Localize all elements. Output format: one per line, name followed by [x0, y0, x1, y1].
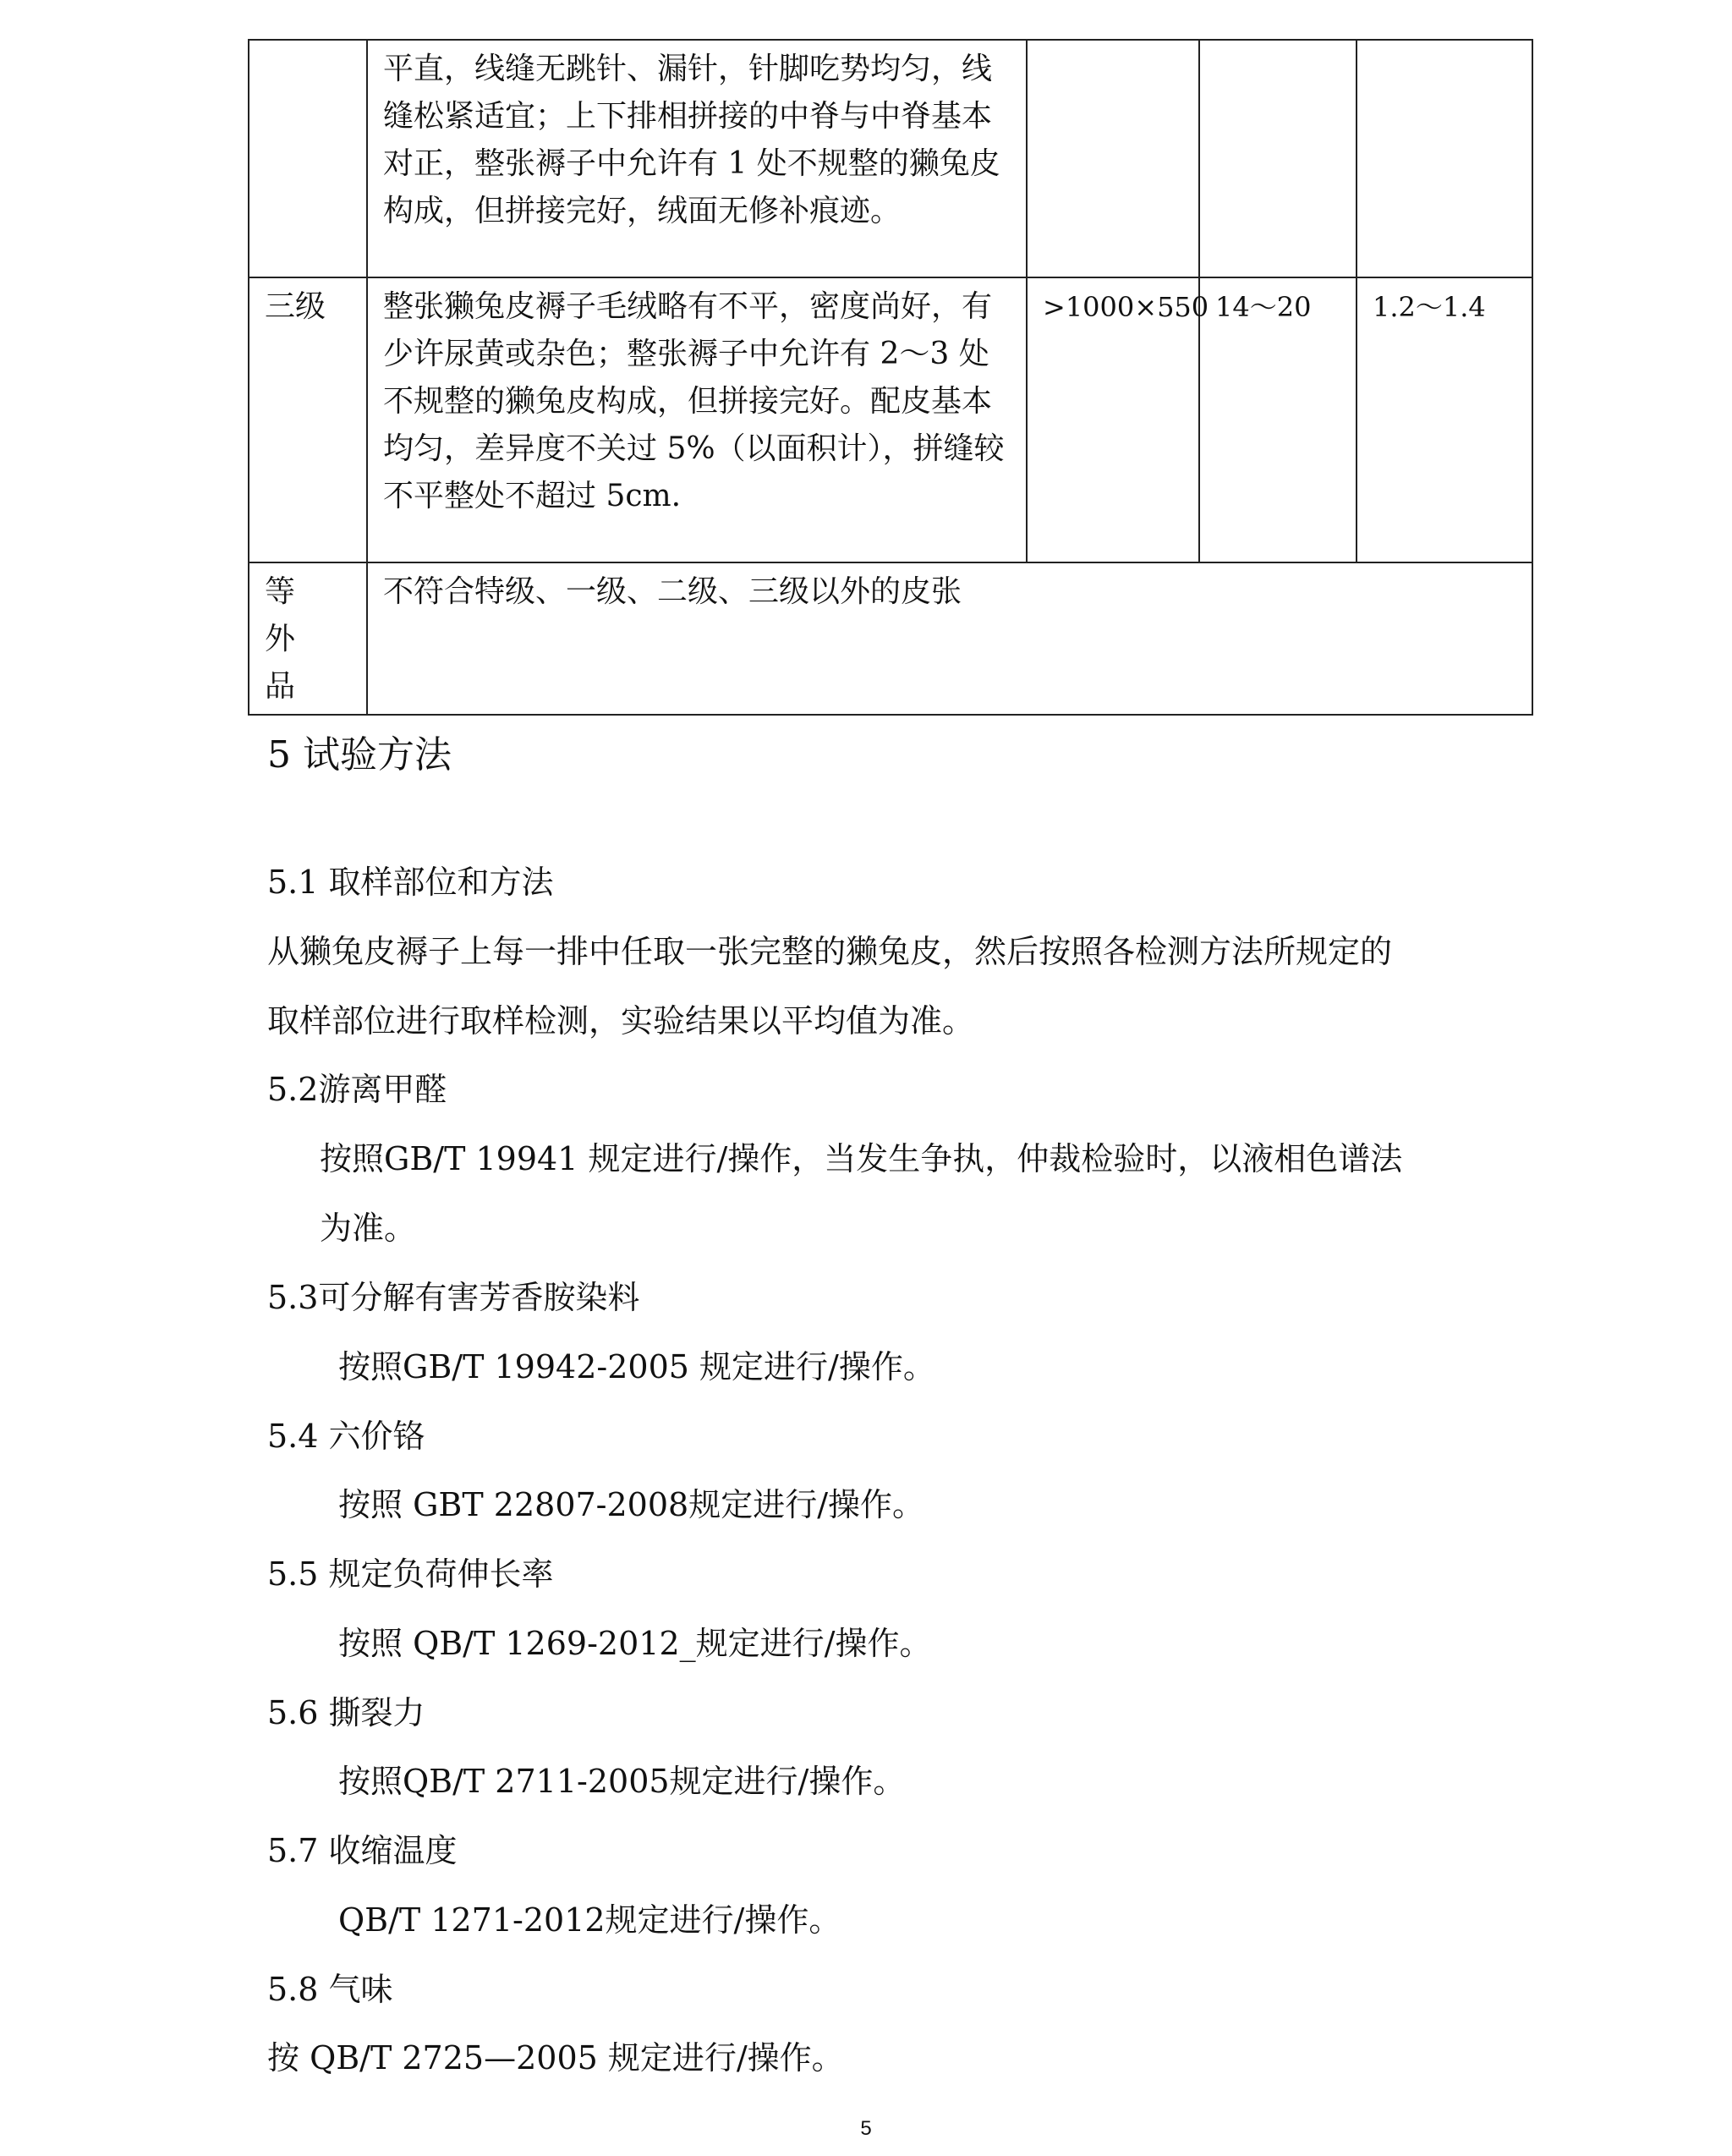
count-cell: 14～20 — [1199, 277, 1357, 562]
paragraph-line: 按照 GBT 22807-2008规定进行/操作。 — [338, 1486, 925, 1523]
subsection-title: 5.1 取样部位和方法 — [267, 864, 554, 901]
subsection-title: 5.4 六价铬 — [267, 1418, 425, 1455]
paragraph-line: 按照QB/T 2711-2005规定进行/操作。 — [338, 1763, 906, 1800]
paragraph-line: QB/T 1271-2012规定进行/操作。 — [338, 1901, 841, 1939]
subsection-title: 5.7 收缩温度 — [267, 1832, 458, 1869]
subsection-title: 5.8 气味 — [267, 1971, 393, 2008]
table-row — [249, 562, 1532, 715]
paragraph-line: 按照 QB/T 1269-2012_规定进行/操作。 — [338, 1625, 932, 1662]
count-cell — [1199, 40, 1357, 277]
section-heading: 5 试验方法 — [267, 733, 452, 776]
grade-cell: 等 外 品 — [249, 562, 367, 715]
paragraph-line: 从獭兔皮褥子上每一排中任取一张完整的獭兔皮，然后按照各检测方法所规定的 — [267, 933, 1393, 970]
subsection-title: 5.2游离甲醛 — [267, 1071, 447, 1108]
requirement-cell: 整张獭兔皮褥子毛绒略有不平，密度尚好，有少许尿黄或杂色；整张褥子中允许有 2～3 处不规整的獭兔皮构成，但拼接完好。配皮基本均匀，差异度不关过 5%（以面积计），拼缝较不平整处不超过 5cm. — [367, 277, 1027, 562]
page-number: 5 — [860, 2117, 872, 2140]
subsection-title: 5.6 撕裂力 — [267, 1694, 425, 1731]
thickness-cell — [1357, 40, 1532, 277]
paragraph-line: 按照GB/T 19941 规定进行/操作，当发生争执，仲裁检验时，以液相色谱法 — [320, 1140, 1403, 1177]
grade-cell — [249, 40, 367, 277]
thickness-cell: 1.2～1.4 — [1357, 277, 1532, 562]
grade-table — [248, 39, 1533, 716]
paragraph-line: 为准。 — [320, 1210, 417, 1247]
table-row — [249, 40, 1532, 277]
size-cell: >1000×550 — [1027, 277, 1199, 562]
grade-cell: 三级 — [249, 277, 367, 562]
table-row — [249, 277, 1532, 562]
paragraph-line: 按 QB/T 2725—2005 规定进行/操作。 — [267, 2039, 844, 2076]
subsection-title: 5.3可分解有害芳香胺染料 — [267, 1279, 640, 1316]
requirement-cell: 平直，线缝无跳针、漏针，针脚吃势均匀，线缝松紧适宜；上下排相拼接的中脊与中脊基本对正，整张褥子中允许有 1 处不规整的獭兔皮构成，但拼接完好，绒面无修补痕迹。 — [367, 40, 1027, 277]
requirement-cell: 不符合特级、一级、二级、三级以外的皮张 — [367, 562, 1532, 715]
paragraph-line: 按照GB/T 19942-2005 规定进行/操作。 — [338, 1348, 935, 1385]
subsection-title: 5.5 规定负荷伸长率 — [267, 1555, 554, 1593]
size-cell — [1027, 40, 1199, 277]
paragraph-line: 取样部位进行取样检测，实验结果以平均值为准。 — [267, 1002, 975, 1040]
